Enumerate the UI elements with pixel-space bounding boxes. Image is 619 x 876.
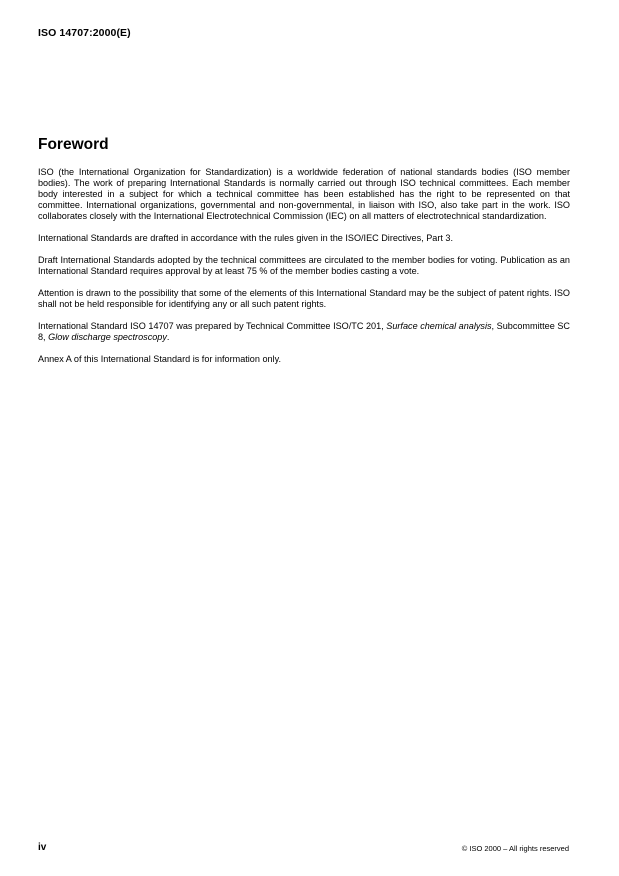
- document-reference: ISO 14707:2000(E): [38, 27, 131, 39]
- page-number: iv: [38, 842, 47, 853]
- paragraph-voting: Draft International Standards adopted by the technical committees are circulated to the member bodies for voting. Publication as an International Standard requires approval by at least 75 % of the member bodies casting a vote.: [38, 255, 570, 276]
- paragraph-preparation: [38, 321, 570, 343]
- paragraph-patent-rights: Attention is drawn to the possibility that some of the elements of this International Standard may be the subject of patent rights. ISO shall not be held responsible for identifying any or all such patent rights.: [38, 288, 570, 309]
- preparation-text-middle: , Subcommittee SC 8,: [38, 321, 570, 342]
- committee-name: Surface chemical analysis: [386, 321, 492, 331]
- section-title: Foreword: [38, 136, 109, 153]
- preparation-text-start: International Standard ISO 14707 was prepared by Technical Committee ISO/TC 201,: [38, 321, 387, 331]
- subcommittee-name: Glow discharge spectroscopy: [48, 332, 167, 342]
- paragraph-drafting-rules: International Standards are drafted in accordance with the rules given in the ISO/IEC Directives, Part 3.: [38, 233, 453, 243]
- paragraph-annex-note: Annex A of this International Standard is for information only.: [38, 354, 281, 364]
- copyright-notice: © ISO 2000 – All rights reserved: [461, 844, 569, 853]
- foreword-body: [38, 167, 570, 376]
- paragraph-iso-description: ISO (the International Organization for Standardization) is a worldwide federation of national standards bodies (ISO member bodies). The work of preparing International Standards is normally carried out through ISO technical committees. Each member body interested in a subject for which a technical committee has been established has the right to be represented on that committee. International organizations, governmental and non-governmental, in liaison with ISO, also take part in the work. ISO collaborates closely with the International Electrotechnical Commission (IEC) on all matters of electrotechnical standardization.: [38, 167, 570, 221]
- preparation-text-end: .: [166, 332, 170, 342]
